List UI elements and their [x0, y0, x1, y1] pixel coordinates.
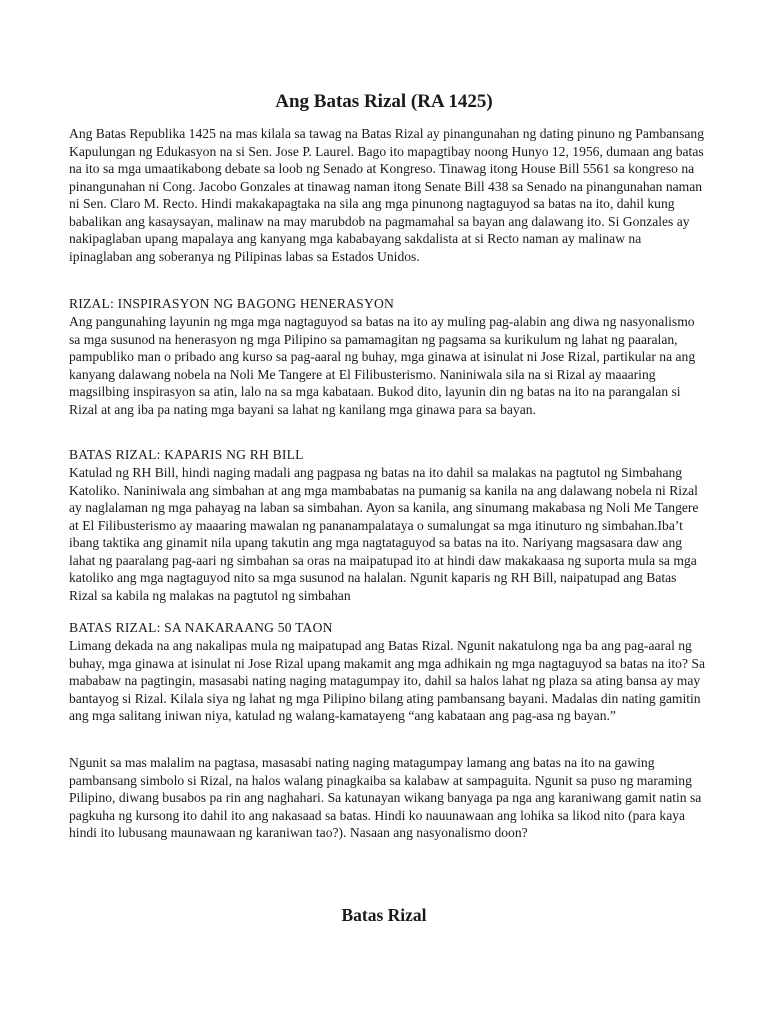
- section-body-50-taon: Limang dekada na ang nakalipas mula ng maipatupad ang Batas Rizal. Ngunit nakatulong nga ba ang pag-aaral ng buhay, mga ginawa at isinulat ni Jose Rizal upang makamit ang mga adhikain ng mga nagtaguyod sa batas na ito? Sa mababaw na pagtingin, masasabi nating naging matagumpay ito, dahil sa halos lahat ng plaza sa ating bansa ay may bantayog si Rizal. Kilala siya ng lahat ng mga Pilipino bilang ating pambansang bayani. Madalas din nating gamitin ang mga salitang iniwan niya, katulad ng walang-kamatayeng “ang kabataan ang pag-asa ng bayan.”: [69, 638, 705, 723]
- section-body-rh-bill: Katulad ng RH Bill, hindi naging madali ang pagpasa ng batas na ito dahil sa malakas na pagtutol ng Simbahang Katoliko. Naniniwala ang simbahan at ang mga mambabatas na pumanig sa kanila na ang dalawang nobela ni Rizal ay naglalaman ng mga pahayag na laban sa simbahan. Ayon sa kanila, ang sinumang makabasa ng Noli Me Tangere at El Filibusterismo ay maaaring mawalan ng pananampalataya o sumalungat sa mga itinuturo ng simbahan.Iba’t ibang taktika ang ginamit nila upang takutin ang mga nagtataguyod sa batas na ito. Nariyang magsasara daw ang lahat ng paaralang pag-aari ng simbahan sa oras na maipatupad ito at hindi daw makakaasa ng suporta mula sa mga katoliko ang mga nagtaguyod nito sa mga susunod na halalan. Ngunit kaparis ng RH Bill, naipatupad ang Batas Rizal sa kabila ng malakas na pagtutol ng simbahan: [69, 465, 699, 603]
- section-heading-inspirasyon: RIZAL: INSPIRASYON NG BAGONG HENERASYON: [69, 296, 394, 311]
- section-heading-rh-bill: BATAS RIZAL: KAPARIS NG RH BILL: [69, 447, 304, 462]
- intro-paragraph: Ang Batas Republika 1425 na mas kilala sa tawag na Batas Rizal ay pinangunahan ng dating pinuno ng Pambansang Kapulungan ng Edukasyon na si Sen. Jose P. Laurel. Bago ito mapagtibay noong Hunyo 12, 1956, dumaan ang batas na ito sa mga umaatikabong debate sa loob ng Senado at Kongreso. Tinawag itong House Bill 5561 sa kongreso na pinangunahan ni Cong. Jacobo Gonzales at tinawag naman itong Senate Bill 438 sa Senado na pinangunahan naman ni Sen. Claro M. Recto. Hindi makakapagtaka na sila ang mga pinunong nagtaguyod sa batas na ito, dahil kung babalikan ang kasaysayan, malinaw na may marubdob na pagmamahal sa bayan ang dalawang ito. Si Gonzales ay nakipaglaban upang mapalaya ang kanyang mga kababayang sakdalista at si Recto naman ay malinaw na ipinaglaban ang soberanya ng Pilipinas labas sa Estados Unidos.: [69, 126, 704, 264]
- document-title: Ang Batas Rizal (RA 1425): [275, 91, 493, 112]
- section-body-inspirasyon: Ang pangunahing layunin ng mga mga nagtaguyod sa batas na ito ay muling pag-alabin ang diwa ng nasyonalismo sa mga susunod na henerasyon ng mga Pilipino sa pamamagitan ng pagsama sa kurikulum ng lahat ng paaralan, pampubliko man o pribado ang kurso sa pag-aaral ng buhay, mga ginawa at isinulat ni Jose Rizal, partikular na ang kanyang dalawang nobela na Noli Me Tangere at El Filibusterismo. Naniniwala sila na si Rizal ay maaaring magsilbing inspirasyon sa atin, lalo na sa mga kabataan. Bukod dito, layunin din ng batas na ito na parangalan si Rizal at ang iba pa nating mga bayani sa lahat ng kanilang mga ginawa para sa bayan.: [69, 314, 696, 417]
- closing-paragraph: Ngunit sa mas malalim na pagtasa, masasabi nating naging matagumpay lamang ang batas na ito na gawing pambansang simbolo si Rizal, na halos walang pinagkaiba sa kalabaw at sampaguita. Ngunit sa puso ng maraming Pilipino, diwang busabos pa rin ang naghahari. Sa katunayan wikang banyaga pa nga ang karaniwang gamit natin sa pagkuha ng kursong ito dahil ito ang nakasaad sa batas. Hindi ko nauunawaan ang lohika sa likod nito (para kaya hindi ito lubusang maunawaan ng karaniwan tao?). Nasaan ang nasyonalismo doon?: [69, 755, 702, 840]
- section-heading-50-taon: BATAS RIZAL: SA NAKARAANG 50 TAON: [69, 620, 333, 635]
- next-page-title: Batas Rizal: [341, 905, 427, 925]
